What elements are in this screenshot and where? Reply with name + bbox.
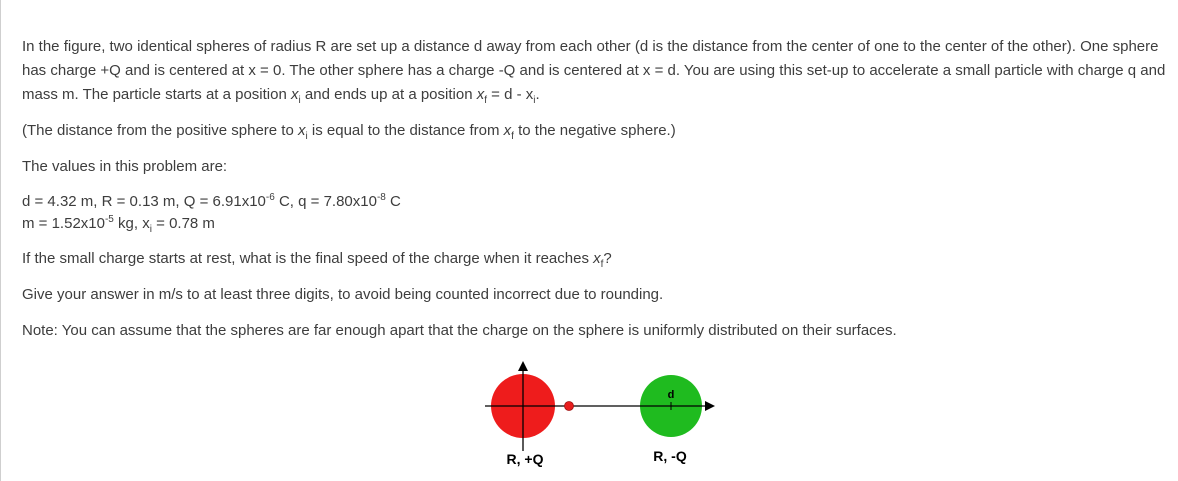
problem-body (22, 35, 1170, 355)
values-row-2: $m = 1.52x10^{-5}$ kg, $x_i = 0.78$ m (22, 214, 215, 235)
instruction-text: Give your answer in m/s to at least three digits, to avoid being counted incorrect due to rounding. (22, 286, 664, 303)
small-particle (565, 402, 574, 411)
values-block (22, 191, 1170, 235)
values-row-1: d = 4.32 m, R = 0.13 m, $Q = 6.91x10^{-6}$ C, $q = 7.80x10^{-8}$ C (22, 192, 401, 210)
negative-sphere-label: R, -Q (653, 448, 687, 464)
positive-sphere-label: R, +Q (506, 451, 544, 467)
note-text: Note: You can assume that the spheres are far enough apart that the charge on the sphere is uniformly distributed on their surfaces. (22, 322, 897, 339)
values-intro: The values in this problem are: (22, 158, 228, 175)
problem-paragraph-2: (The distance from the positive sphere to $x_i$ is equal to the distance from $x_f$ to the negative sphere.) (22, 122, 676, 142)
question-text: If the small charge starts at rest, what is the final speed of the charge when it reaches $x_f$? (22, 250, 612, 270)
d-label: d (667, 389, 675, 401)
spheres-figure (480, 357, 740, 481)
left-border (0, 0, 1, 481)
spheres-diagram (480, 357, 740, 481)
problem-paragraph-1: In the figure, two identical spheres of radius R are set up a distance d away from each other (d is the distance from the center of one to the center of the other). One sphere has charge +Q and is centered at x = 0. The other sphere has a charge -Q and is centered at x = d. You are using this set-up to accelerate a small particle with charge q and mass m. The particle starts at a position $x_i$ and ends up at a position $x_f = d - x_i$. (22, 38, 1166, 106)
